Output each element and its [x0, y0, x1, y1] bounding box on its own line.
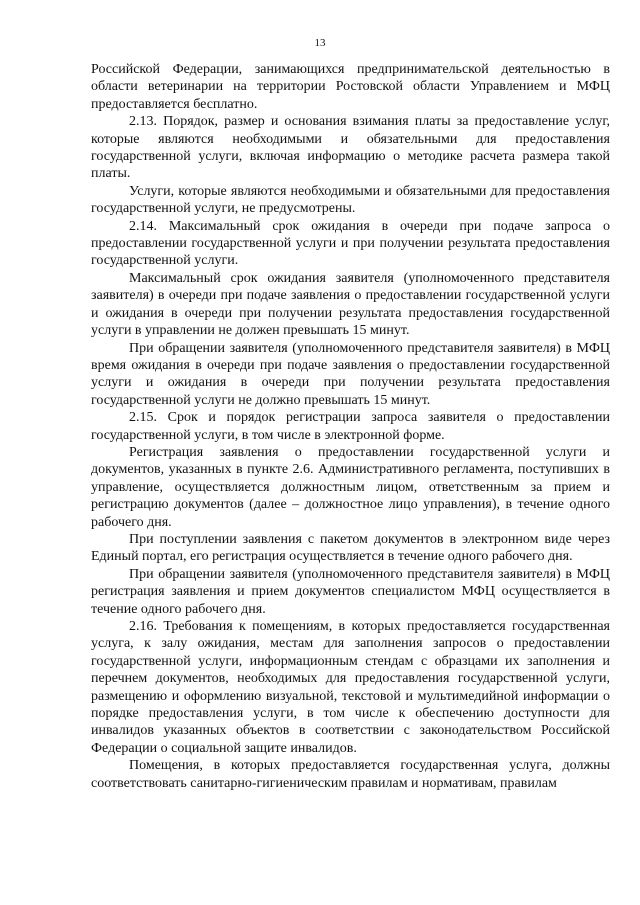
paragraph-continuation: Российской Федерации, занимающихся предпринимательской деятельностью в области ветеринарии на территории Ростовской области Управлением и МФЦ предоставляется бесплатно.	[91, 62, 610, 112]
paragraph-2-14-mfc: При обращении заявителя (уполномоченного представителя заявителя) в МФЦ время ожидания в очереди при подаче заявления о предоставлении государственной услуги и ожидания в очереди при получении результата предоставления государственной услуги не должно превышать 15 минут.	[91, 340, 610, 408]
paragraph-2-16-premises: Помещения, в которых предоставляется государственная услуга, должны соответствовать санитарно-гигиеническим правилам и нормативам, правилам	[91, 758, 610, 791]
page-number: 13	[314, 37, 326, 49]
paragraph-2-13-text: Услуги, которые являются необходимыми и обязательными для предоставления государственной услуги, не предусмотрены.	[91, 183, 610, 217]
paragraph-2-15-registration: Регистрация заявления о предоставлении государственной услуги и документов, указанных в пункте 2.6. Административного регламента, поступивших в управление, осуществляется должностным лицом, ответственным за прием и регистрацию документов (далее – должностное лицо управления), в течение одного рабочего дня.	[91, 444, 610, 530]
paragraph-2-15-heading: 2.15. Срок и порядок регистрации запроса заявителя о предоставлении государственной услуги, в том числе в электронной форме.	[91, 410, 610, 443]
paragraph-2-14-heading: 2.14. Максимальный срок ожидания в очереди при подаче запроса о предоставлении государственной услуги и при получении результата предоставления государственной услуги.	[91, 218, 610, 269]
paragraph-2-16-heading: 2.16. Требования к помещениям, в которых предоставляется государственная услуга, к залу ожидания, местам для заполнения запросов о предоставлении государственной услуги, информационным стендам с образцами их заполнения и перечнем документов, необходимых для предоставления государственной услуги, размещению и оформлению визуальной, текстовой и мультимедийной информации о порядке предоставления услуги, в том числе к обеспечению доступности для инвалидов указанных объектов в соответствии с законодательством Российской Федерации о социальной защите инвалидов.	[91, 619, 610, 756]
paragraph-2-15-mfc: При обращении заявителя (уполномоченного представителя заявителя) в МФЦ регистрация заявления и прием документов специалистом МФЦ осуществляется в течение одного рабочего дня.	[91, 566, 610, 617]
paragraph-2-14-management: Максимальный срок ожидания заявителя (уполномоченного представителя заявителя) в очереди при подаче заявления о предоставлении государственной услуги и ожидания в очереди при получении результата предоставления государственной услуги в управлении не должен превышать 15 минут.	[91, 270, 610, 339]
paragraph-2-15-electronic: При поступлении заявления с пакетом документов в электронном виде через Единый портал, его регистрация осуществляется в течение одного рабочего дня.	[91, 531, 610, 565]
document-body	[91, 61, 610, 792]
paragraph-2-13-heading: 2.13. Порядок, размер и основания взимания платы за предоставление услуг, которые являются необходимыми и обязательными для предоставления государственной услуги, включая информацию о методике расчета размера такой платы.	[91, 114, 610, 182]
